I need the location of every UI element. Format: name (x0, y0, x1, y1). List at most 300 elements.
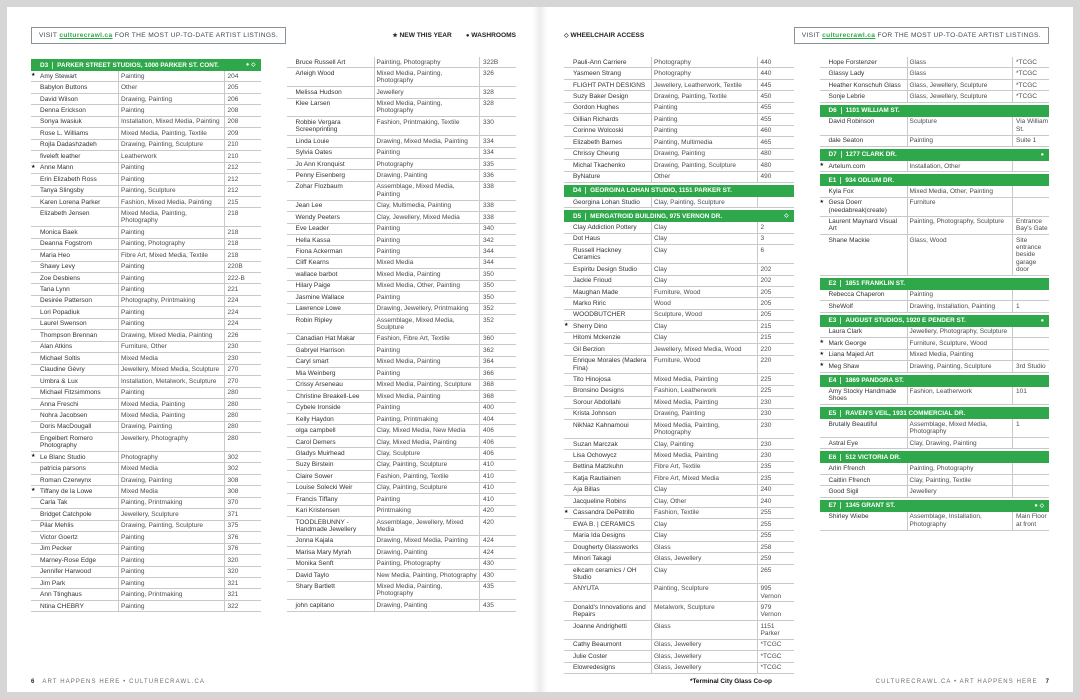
artist-name: EWA B. | CERAMICS (573, 520, 635, 528)
artist-row (31, 186, 261, 197)
new-this-year-star-icon: ★ (31, 487, 36, 494)
artist-location: 406 (479, 425, 516, 435)
section-code: D5 (573, 213, 586, 220)
artist-row (564, 473, 794, 484)
artist-row (564, 321, 794, 332)
artist-row (564, 531, 794, 542)
artist-medium: Fashion, Painting, Textile (374, 471, 480, 481)
artist-location: 342 (479, 235, 516, 245)
artist-name: Espiritu Design Studio (573, 265, 637, 273)
section-title: GEORGINA LOHAN STUDIO, 1151 PARKER ST. (590, 187, 732, 195)
star-gutter (820, 419, 829, 437)
artist-name: Doris MacDougall (40, 423, 92, 431)
star-gutter (564, 172, 573, 182)
artist-row (564, 409, 794, 420)
artist-location: 410 (479, 494, 516, 504)
artist-name: Karen Lorena Parker (40, 198, 101, 206)
artist-medium: Painting, Photography (374, 559, 480, 569)
artist-location: 322B (479, 57, 516, 67)
section-title: 934 ODLUM DR. (845, 176, 894, 184)
star-gutter (564, 57, 573, 67)
artist-medium: Painting, Photography (374, 57, 480, 67)
artist-medium: Photography (651, 57, 757, 67)
artist-name: Hope Forstenzer (828, 58, 877, 66)
artist-medium: Painting, Multimedia (651, 137, 757, 147)
star-gutter (31, 140, 40, 150)
artist-location: 430 (479, 570, 516, 580)
artist-row (31, 307, 261, 318)
new-this-year-star-icon: ★ (819, 339, 824, 346)
artist-location: 322 (224, 601, 261, 611)
artist-location: 1 (1012, 419, 1049, 437)
star-gutter (287, 292, 296, 302)
artist-name: Cliff Kearns (295, 259, 329, 267)
artist-name: Wendy Peeters (295, 213, 340, 221)
artist-medium: Clay (651, 234, 757, 244)
artist-row (820, 463, 1050, 474)
artist-location: 225 (757, 386, 794, 396)
artist-row (31, 433, 261, 452)
artist-medium: Painting, Sculpture (118, 186, 224, 196)
artist-location (757, 197, 794, 207)
artist-row (31, 410, 261, 421)
left-page-number: 6 (31, 679, 35, 685)
artist-location: *TCGC (757, 640, 794, 650)
section-access-icons: ◇ (784, 213, 791, 220)
artist-name: elkcam ceramics / OH Studio (573, 566, 637, 581)
artist-row (31, 296, 261, 307)
banner-prefix: VISIT (39, 31, 60, 39)
star-gutter (564, 245, 573, 263)
star-gutter (31, 578, 40, 588)
artist-row (287, 159, 517, 170)
artist-location: 1 (1012, 301, 1049, 311)
artist-medium: Clay, Mixed Media, Painting (374, 437, 480, 447)
star-gutter (31, 151, 40, 161)
artist-row (820, 80, 1050, 91)
artist-location: 220 (757, 344, 794, 354)
artist-name: Ntina CHEBRY (40, 602, 84, 610)
artist-row (287, 117, 517, 136)
artist-name: Jasmine Wallace (295, 293, 345, 301)
artist-medium: Photography (374, 159, 480, 169)
artist-medium: Clay, Sculpture (374, 448, 480, 458)
artist-row (31, 365, 261, 376)
legend-washrooms-label: WASHROOMS (471, 31, 516, 39)
star-gutter (564, 565, 573, 583)
artist-name: Carla Tak (40, 499, 68, 507)
artist-name: Sonje Lebrie (828, 92, 865, 100)
artist-location: 376 (224, 532, 261, 542)
star-gutter (564, 420, 573, 438)
artist-medium: Fashion, Mixed Media, Painting (118, 197, 224, 207)
star-gutter (287, 246, 296, 256)
left-page (7, 7, 540, 692)
artist-location: 218 (224, 208, 261, 226)
artist-row (564, 114, 794, 125)
artist-name: Hitomi Mckenzie (573, 334, 621, 342)
artist-row (820, 419, 1050, 438)
artist-medium: Leatherwork (118, 151, 224, 161)
star-gutter (31, 105, 40, 115)
right-page (540, 7, 1073, 692)
star-gutter (287, 201, 296, 211)
artist-row (564, 519, 794, 530)
artist-row (287, 460, 517, 471)
artist-medium: Painting, Printmaking (374, 414, 480, 424)
artist-medium: Drawing, Painting, Sculpture (118, 521, 224, 531)
star-gutter (287, 357, 296, 367)
artist-medium: Glass, Wood (907, 235, 1013, 275)
artist-row (287, 99, 517, 118)
artist-row (31, 486, 261, 497)
artist-location: 328 (479, 99, 516, 117)
star-gutter (564, 103, 573, 113)
section-code: D7 (829, 151, 842, 158)
artist-name: TOODLEBUNNY - Handmade Jewellery (295, 518, 357, 533)
artist-medium: Glass, Jewellery (651, 640, 757, 650)
artist-medium: Mixed Media, Painting, Photography (374, 582, 480, 600)
artist-medium: Painting, Printmaking (118, 589, 224, 599)
artist-row (820, 117, 1050, 136)
artist-medium: Drawing, Painting (118, 475, 224, 485)
artist-row (31, 239, 261, 250)
artist-medium: Photography, Printmaking (118, 296, 224, 306)
artist-medium: Painting (651, 126, 757, 136)
artist-column-3 (564, 57, 794, 672)
artist-medium: Furniture, Wood (651, 287, 757, 297)
star-gutter (31, 544, 40, 554)
artist-name: Thompson Brennan (40, 331, 98, 339)
artist-name: Mark George (828, 339, 867, 347)
artist-name: Jonna Kajala (295, 537, 334, 545)
artist-location: 280 (224, 422, 261, 432)
artist-location: 224 (224, 319, 261, 329)
artist-medium: Clay, Painting, Sculpture (374, 483, 480, 493)
artist-name: Arlin Ffrench (828, 465, 866, 473)
star-gutter (287, 460, 296, 470)
artist-medium: Drawing, Mixed Media, Painting (374, 536, 480, 546)
star-gutter (287, 380, 296, 390)
artist-row (564, 245, 794, 264)
artist-row (31, 330, 261, 341)
artist-row (820, 327, 1050, 338)
artist-medium: Glass (907, 68, 1013, 78)
artist-row (287, 425, 517, 436)
artist-location: 340 (479, 224, 516, 234)
artist-row (564, 640, 794, 651)
artist-medium: Glass, Jewellery, Sculpture (907, 91, 1013, 101)
artist-row (31, 250, 261, 261)
artist-row (564, 651, 794, 662)
artist-name: Katja Rautiainen (573, 474, 621, 482)
artist-location: 235 (757, 473, 794, 483)
artist-row (820, 301, 1050, 312)
new-this-year-star-icon: ★ (819, 198, 824, 205)
artist-row (564, 172, 794, 183)
artist-medium: Painting (374, 246, 480, 256)
new-star-icon: ★ (392, 32, 398, 39)
star-gutter (31, 555, 40, 565)
section-header (820, 500, 1050, 512)
artist-row (287, 368, 517, 379)
legend-right (564, 32, 644, 39)
star-gutter (564, 197, 573, 207)
artist-location: 490 (757, 172, 794, 182)
star-gutter (564, 68, 573, 78)
artist-medium: Glass, Jewellery (651, 553, 757, 563)
artist-medium: Jewellery, Photography (118, 433, 224, 451)
star-gutter (287, 182, 296, 200)
artist-row (31, 82, 261, 93)
artist-row (820, 161, 1050, 172)
star-gutter (287, 471, 296, 481)
artist-medium: Drawing, Painting (651, 149, 757, 159)
artist-row (287, 57, 517, 68)
artist-column-2 (287, 57, 517, 665)
artist-medium: Mixed Media (118, 463, 224, 473)
artist-row (820, 290, 1050, 301)
culturecrawl-link[interactable]: culturecrawl.ca (59, 31, 113, 39)
artist-name: Clay Addiction Pottery (573, 224, 637, 232)
artist-medium: Sculpture (907, 117, 1013, 135)
star-gutter (287, 269, 296, 279)
artist-medium: Painting (118, 273, 224, 283)
artist-row (287, 87, 517, 98)
artist-location: 204 (224, 71, 261, 81)
artist-location: 218 (224, 239, 261, 249)
artist-location: *TCGC (757, 663, 794, 673)
star-gutter (31, 208, 40, 226)
artist-name: Robbie Vergara Screenprinting (295, 118, 341, 134)
artist-location: 420 (479, 506, 516, 516)
star-gutter (564, 91, 573, 101)
artist-row (31, 399, 261, 410)
artist-medium: Fashion, Leatherwork (907, 387, 1013, 405)
artist-row (287, 170, 517, 181)
artist-row (287, 269, 517, 280)
artist-location: 334 (479, 148, 516, 158)
star-gutter (287, 570, 296, 580)
artist-medium: Clay (651, 519, 757, 529)
star-gutter (287, 87, 296, 97)
star-gutter (287, 170, 296, 180)
star-gutter (820, 475, 829, 485)
artist-row (287, 201, 517, 212)
artist-name: Julie Coster (573, 652, 608, 660)
banner-suffix: FOR THE MOST UP-TO-DATE ARTIST LISTINGS. (875, 31, 1041, 39)
legend-washrooms (466, 32, 516, 39)
star-gutter (31, 422, 40, 432)
artist-name: Bettina Matzkuhn (573, 463, 624, 471)
artist-name: ByNature (573, 173, 601, 181)
artist-name: Artelum.com (828, 162, 865, 170)
culturecrawl-link[interactable]: culturecrawl.ca (822, 31, 876, 39)
artist-name: Christine Breakell-Lee (295, 392, 360, 400)
star-gutter (287, 536, 296, 546)
artist-name: Amy Stewart (40, 72, 77, 80)
artist-medium: Painting, Photography (907, 463, 1013, 473)
star-gutter (564, 584, 573, 602)
artist-location: 225 (757, 374, 794, 384)
artist-row (31, 94, 261, 105)
artist-row (287, 345, 517, 356)
section-header (820, 451, 1050, 463)
artist-location: 350 (479, 281, 516, 291)
artist-medium: Fibre Art, Textile (651, 462, 757, 472)
artist-location: 440 (757, 68, 794, 78)
artist-row (820, 235, 1050, 276)
artist-location (1012, 486, 1049, 496)
artist-row (564, 450, 794, 461)
artist-location: 979 Vernon (757, 602, 794, 620)
artist-location (1012, 198, 1049, 216)
artist-medium: Drawing, Painting, Sculpture (907, 361, 1013, 371)
artist-location: 212 (224, 174, 261, 184)
new-this-year-star-icon: ★ (31, 72, 36, 78)
artist-medium: Clay, Drawing, Painting (907, 438, 1013, 448)
artist-row (564, 462, 794, 473)
artist-name: Engelbert Romero Photography (40, 434, 93, 450)
star-gutter (31, 94, 40, 104)
artist-row (564, 602, 794, 621)
artist-name: Sylvia Oates (295, 149, 332, 157)
artist-name: Georgina Lohan Studio (573, 198, 640, 206)
star-gutter (287, 99, 296, 117)
right-footer (876, 679, 1049, 685)
artist-location (1012, 463, 1049, 473)
artist-medium: Clay, Multimedia, Painting (374, 201, 480, 211)
artist-medium: Painting (907, 290, 1013, 300)
artist-name: Sorour Abdollahi (573, 398, 621, 406)
artist-location: 218 (224, 250, 261, 260)
artist-medium: Furniture (907, 198, 1013, 216)
artist-medium: Furniture, Other (118, 342, 224, 352)
artist-medium: Jewellery, Mixed Media, Sculpture (118, 365, 224, 375)
artist-row (564, 485, 794, 496)
artist-medium: Painting (651, 103, 757, 113)
star-gutter (564, 640, 573, 650)
washroom-dot-icon: ● (465, 32, 470, 39)
star-gutter (564, 553, 573, 563)
artist-name: Laura Clark (828, 328, 863, 336)
artist-location: 230 (757, 420, 794, 438)
artist-row (31, 601, 261, 612)
artist-row (287, 281, 517, 292)
artist-medium: Clay, Painting, Sculpture (651, 197, 757, 207)
artist-row (820, 136, 1050, 147)
star-gutter (287, 582, 296, 600)
artist-medium: Assemblage, Jewellery, Mixed Media (374, 517, 480, 535)
artist-medium: Painting (118, 105, 224, 115)
artist-medium: Mixed Media, Painting, Textile (118, 128, 224, 138)
artist-location: 330 (479, 117, 516, 135)
artist-name: Chrissy Cheung (573, 150, 620, 158)
artist-location (1012, 338, 1049, 348)
artist-location: 328 (479, 87, 516, 97)
artist-name: Krista Johnson (573, 410, 616, 418)
artist-medium: Assemblage, Mixed Media, Painting (374, 182, 480, 200)
artist-location (1012, 475, 1049, 485)
artist-name: Brutally Beautiful (828, 420, 878, 428)
artist-location: 1151 Parker (757, 621, 794, 639)
artist-name: Elowredesigns (573, 664, 616, 672)
artist-location: 215 (224, 197, 261, 207)
artist-name: Maria Heo (40, 251, 70, 259)
artist-name: Rose L. Williams (40, 129, 89, 137)
star-gutter (31, 365, 40, 375)
artist-name: Victor Goertz (40, 533, 78, 541)
star-gutter (287, 281, 296, 291)
artist-name: Fiona Ackerman (295, 248, 343, 255)
artist-medium: Drawing, Painting, Textile (651, 91, 757, 101)
star-gutter (564, 663, 573, 673)
artist-name: Bridget Catchpole (40, 510, 92, 518)
star-gutter (820, 186, 829, 196)
artist-medium: Clay (651, 321, 757, 331)
artist-name: Maria Ida Designs (573, 532, 626, 540)
artist-name: Umbra & Lux (40, 377, 78, 385)
artist-row (564, 197, 794, 208)
artist-name: Marisa Mary Myrah (295, 548, 352, 556)
artist-medium: Mixed Media, Other, Painting (374, 281, 480, 291)
artist-location: 258 (757, 542, 794, 552)
artist-medium: Assemblage, Installation, Photography (907, 512, 1013, 530)
artist-name: Tiffany de la Lowe (40, 487, 93, 495)
artist-medium: Drawing, Painting, Sculpture (118, 140, 224, 150)
artist-location: 230 (757, 397, 794, 407)
artist-row (564, 264, 794, 275)
star-gutter (287, 315, 296, 333)
artist-location: 406 (479, 448, 516, 458)
artist-medium: Mixed Media (118, 486, 224, 496)
artist-medium: Drawing, Jewellery, Printmaking (374, 304, 480, 314)
artist-location: Suite 1 (1012, 136, 1049, 146)
section-code: D3 (40, 62, 53, 69)
artist-location: 336 (479, 170, 516, 180)
star-gutter (31, 567, 40, 577)
section-header (820, 105, 1050, 117)
artist-name: Eve Leader (295, 225, 329, 233)
artist-medium: Painting (374, 403, 480, 413)
artist-row (820, 512, 1050, 531)
artist-row (31, 262, 261, 273)
star-gutter (31, 376, 40, 386)
artist-row (287, 235, 517, 246)
star-gutter (564, 462, 573, 472)
artist-medium: Glass, Jewellery, Sculpture (907, 80, 1013, 90)
star-gutter (287, 506, 296, 516)
artist-name: Desirée Patterson (40, 297, 93, 305)
artist-medium: Jewellery (374, 87, 480, 97)
star-gutter (564, 137, 573, 147)
artist-row (564, 621, 794, 640)
star-gutter (287, 483, 296, 493)
artist-medium: Painting (118, 319, 224, 329)
artist-row (31, 319, 261, 330)
artist-location: 366 (479, 368, 516, 378)
artist-location: 440 (757, 57, 794, 67)
star-gutter (564, 531, 573, 541)
artist-name: Pilar Mehlis (40, 522, 74, 530)
tcgc-footnote: *Terminal City Glass Co-op (690, 678, 772, 685)
artist-row (31, 532, 261, 543)
artist-row (820, 438, 1050, 449)
artist-medium: Painting, Photography, Sculpture (907, 217, 1013, 235)
star-gutter (564, 222, 573, 232)
artist-row (564, 439, 794, 450)
artist-medium: Mixed Media (118, 353, 224, 363)
